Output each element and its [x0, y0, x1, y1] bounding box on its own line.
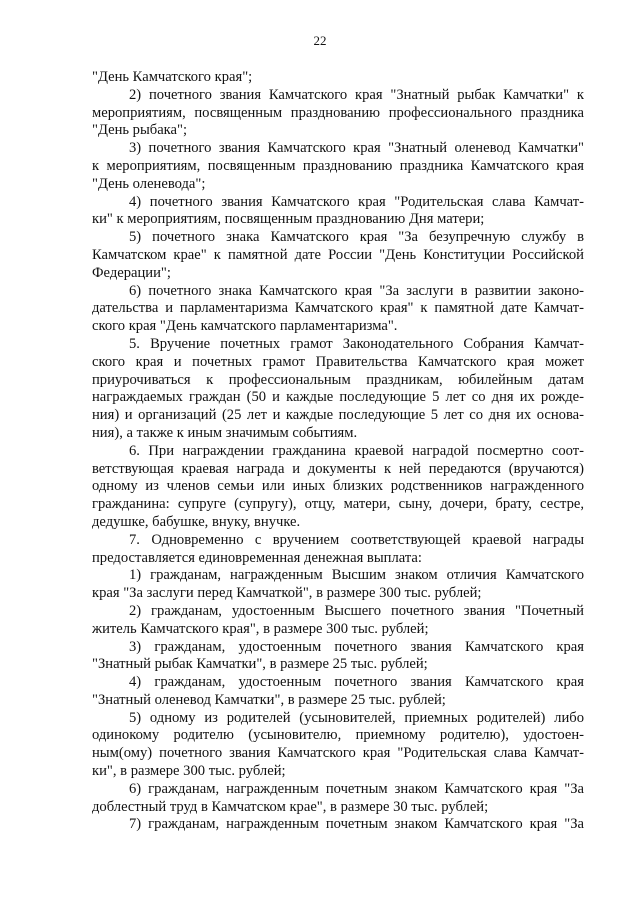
text-line: одному из членов семьи или иных близких родственников награжденного — [92, 478, 584, 495]
text-line: ского края "День камчатского парламентаризма". — [92, 318, 398, 335]
text-line: гражданина: супруге (супругу), отцу, матери, сыну, дочери, брату, сестре, — [92, 496, 584, 513]
text-line: ветствующая краевая награда и документы к ней передаются (вручаются) — [92, 460, 584, 477]
text-line: 2) гражданам, удостоенным Высшего почетного звания "Почетный — [129, 602, 584, 619]
text-line: 5. Вручение почетных грамот Законодательного Собрания Камчат- — [129, 335, 584, 352]
text-line: дательства и парламентаризма Камчатского края" к памятной дате Камчат- — [92, 300, 584, 317]
text-line: "Знатный рыбак Камчатки", в размере 25 тыс. рублей; — [92, 656, 428, 673]
text-line: 6) почетного знака Камчатского края "За заслуги в развитии законо- — [129, 282, 584, 299]
text-line: 3) гражданам, удостоенным почетного звания Камчатского края — [129, 638, 584, 655]
text-line: доблестный труд в Камчатском крае", в размере 30 тыс. рублей; — [92, 798, 489, 815]
text-line: ки" к мероприятиям, посвященным празднованию Дня матери; — [92, 211, 485, 228]
text-line: предоставляется единовременная денежная выплата: — [92, 549, 422, 566]
text-line: "День рыбака"; — [92, 122, 188, 139]
text-line: 1) гражданам, награжденным Высшим знаком отличия Камчатского — [129, 567, 584, 584]
text-line: 4) гражданам, удостоенным почетного звания Камчатского края — [129, 674, 584, 691]
text-line: ния), а также к иным значимым событиям. — [92, 424, 358, 441]
text-line: мероприятиям, посвященным празднованию профессионального праздника — [92, 104, 584, 121]
text-line: 5) почетного знака Камчатского края "За безупречную службу в — [129, 229, 584, 246]
text-line: 6. При награждении гражданина краевой наградой посмертно соот- — [129, 442, 584, 459]
text-line: Камчатском крае" к памятной дате России "День Конституции Российской — [92, 246, 584, 263]
text-line: "Знатный оленевод Камчатки", в размере 25 тыс. рублей; — [92, 691, 446, 708]
text-line: ки", в размере 300 тыс. рублей; — [92, 763, 286, 780]
text-line: "День Камчатского края"; — [92, 69, 253, 85]
text-line: 7. Одновременно с вручением соответствующей краевой награды — [129, 531, 584, 548]
page-number: 22 — [313, 33, 327, 48]
text-line: дедушке, бабушке, внуку, внучке. — [92, 513, 301, 530]
text-line: 5) одному из родителей (усыновителей, приемных родителей) либо — [129, 709, 584, 726]
text-line: ным(ому) почетного звания Камчатского края "Родительская слава Камчат- — [92, 745, 584, 762]
text-line: 2) почетного звания Камчатского края "Знатный рыбак Камчатки" к — [129, 86, 584, 103]
text-line: житель Камчатского края", в размере 300 тыс. рублей; — [92, 620, 429, 637]
text-line: 3) почетного звания Камчатского края "Знатный оленевод Камчатки" — [129, 140, 584, 157]
text-line: 7) гражданам, награжденным почетным знаком Камчатского края "За — [129, 816, 584, 833]
text-line: "День оленевода"; — [92, 175, 206, 192]
text-line: 4) почетного звания Камчатского края "Родительская слава Камчат- — [129, 193, 584, 210]
text-line: края "За заслуги перед Камчаткой", в размере 300 тыс. рублей; — [92, 585, 482, 602]
text-line: ского края и почетных грамот Правительства Камчатского края может — [92, 353, 584, 370]
text-line: Федерации"; — [92, 264, 171, 281]
text-line: ния) и организаций (25 лет и каждые последующие 5 лет со дня их основа- — [92, 407, 584, 424]
text-line: награждаемых граждан (50 и каждые последующие 5 лет со дня их рожде- — [92, 389, 584, 406]
text-line: к мероприятиям, посвященным празднованию праздника Камчатского края — [92, 157, 584, 174]
document-body — [92, 69, 584, 834]
text-line: приурочиваться к профессиональным праздникам, юбилейным датам — [92, 371, 584, 388]
text-line: 6) гражданам, награжденным почетным знаком Камчатского края "За — [129, 780, 584, 797]
text-line: одинокому родителю (усыновителю, приемному родителю), удостоен- — [92, 727, 584, 744]
